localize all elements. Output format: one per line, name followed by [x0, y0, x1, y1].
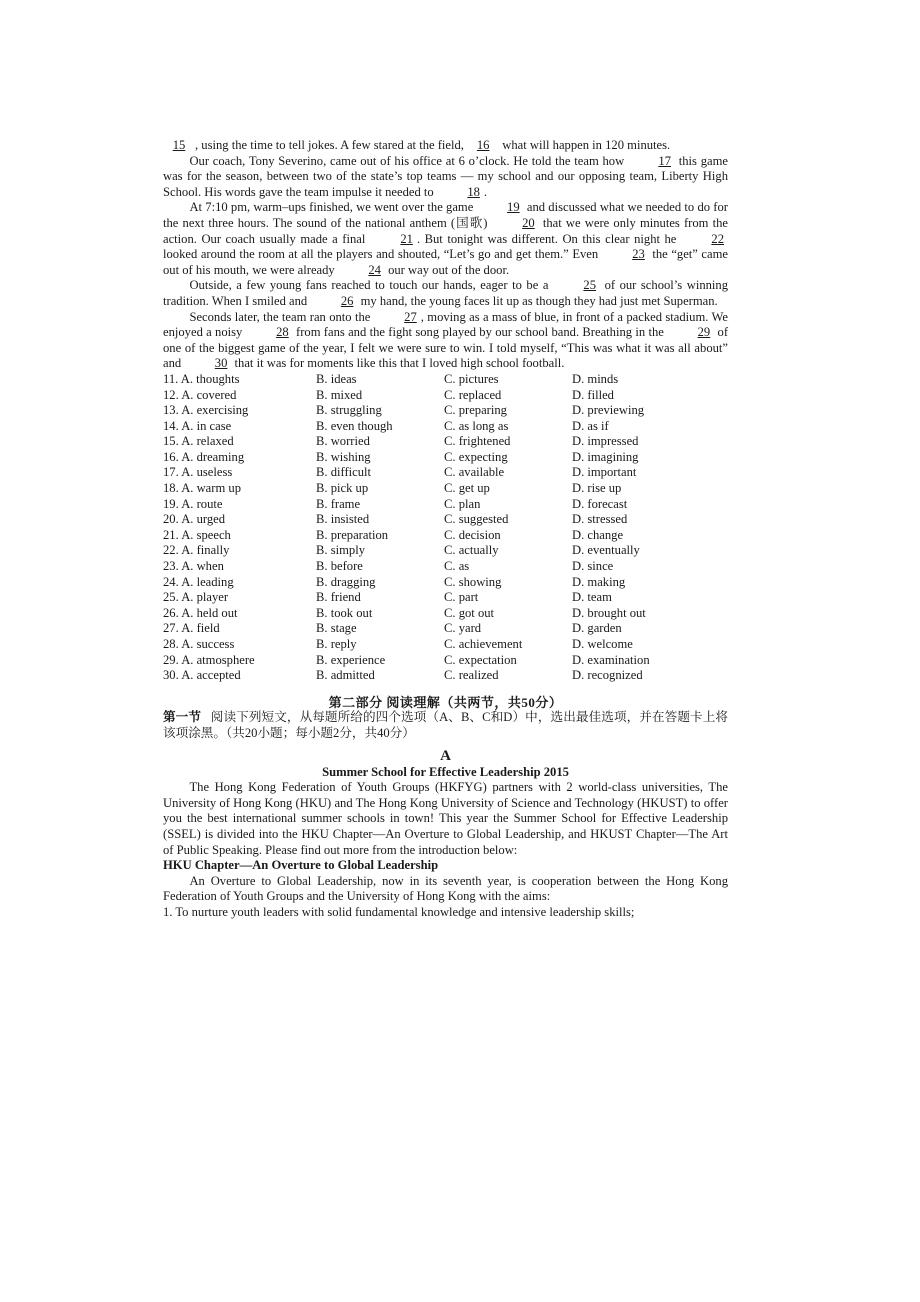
option-cell: B. simply	[316, 543, 365, 558]
text: from fans and the fight song played by our school band. Breathing in the	[296, 325, 664, 340]
option-cell: D. making	[572, 574, 626, 589]
option-cell: 20. A. urged	[163, 512, 226, 527]
option-cell: 13. A. exercising	[163, 403, 249, 418]
option-row	[163, 372, 728, 388]
instructions-text: 阅读下列短文，从每题所给的四个选项（A、B、C和D）中，选出最佳选项，并在答题卡上将该项涂黑。（共20小题；每小题2分，共40分）	[163, 710, 728, 740]
option-cell: B. stage	[316, 621, 357, 636]
option-cell: 17. A. useless	[163, 465, 233, 480]
option-cell: 19. A. route	[163, 496, 223, 511]
option-row	[163, 575, 728, 591]
text: and discussed what we needed to do for the next three hours. The sound of the national anthem (国歌)	[163, 200, 728, 230]
section-label: 第一节	[163, 710, 202, 725]
option-row	[163, 621, 728, 637]
option-cell: D. minds	[572, 371, 619, 386]
text: Seconds later, the team ran onto the	[189, 309, 371, 324]
option-cell: C. pictures	[444, 371, 499, 386]
text: this game was for the season, between two of the state’s top teams — my school and our opposing team, Liberty High School. His words gave the team impulse it needed to	[163, 153, 728, 199]
option-cell: B. even though	[316, 418, 393, 433]
option-cell: B. ideas	[316, 371, 357, 386]
option-cell: D. important	[572, 465, 637, 480]
option-row	[163, 434, 728, 450]
cloze-paragraph-5	[163, 310, 728, 372]
option-cell: C. as long as	[444, 418, 509, 433]
option-cell: B. preparation	[316, 527, 389, 542]
option-row	[163, 419, 728, 435]
text: At 7:10 pm, warm–ups finished, we went over the game	[189, 200, 474, 215]
text: that we were only minutes from the action. Our coach usually made a final	[163, 215, 729, 246]
option-cell: D. previewing	[572, 403, 645, 418]
option-cell: 25. A. player	[163, 590, 229, 605]
cloze-paragraph-2	[163, 154, 728, 201]
option-cell: C. available	[444, 465, 505, 480]
blank-29: 29	[697, 325, 711, 340]
text: Outside, a few young fans reached to touch our hands, eager to be a	[189, 278, 549, 293]
option-cell: C. plan	[444, 496, 481, 511]
option-cell: 18. A. warm up	[163, 481, 242, 496]
option-cell: D. impressed	[572, 434, 639, 449]
text: my hand, the young faces lit up as though they had just met Superman.	[360, 293, 718, 308]
option-row	[163, 559, 728, 575]
option-cell: C. frightened	[444, 434, 511, 449]
option-cell: 28. A. success	[163, 637, 235, 651]
option-row	[163, 668, 728, 684]
option-cell: D. filled	[572, 387, 614, 402]
option-cell: D. garden	[572, 621, 622, 636]
option-cell: B. dragging	[316, 574, 376, 589]
option-cell: C. actually	[444, 543, 499, 558]
option-cell: D. team	[572, 590, 612, 605]
cloze-paragraph-4	[163, 278, 728, 309]
text: the “get” came out of his mouth, we were already	[163, 247, 728, 277]
option-cell: C. part	[444, 590, 479, 605]
option-row	[163, 497, 728, 513]
answer-options-table	[163, 372, 728, 684]
option-cell: 29. A. atmosphere	[163, 652, 255, 667]
option-cell: C. realized	[444, 668, 499, 683]
cloze-paragraph-1	[163, 138, 728, 154]
option-cell: B. pick up	[316, 481, 369, 496]
option-row	[163, 637, 728, 653]
text: what will happen in 120 minutes.	[502, 138, 671, 152]
exam-page	[163, 138, 728, 921]
blank-15: 15	[172, 138, 186, 152]
option-cell: B. reply	[316, 637, 357, 651]
option-cell: C. showing	[444, 574, 502, 589]
option-cell: D. stressed	[572, 512, 628, 527]
option-cell: B. difficult	[316, 465, 372, 480]
text: Our coach, Tony Severino, came out of his office at 6 o’clock. He told the team how	[189, 153, 625, 168]
option-cell: D. rise up	[572, 481, 622, 496]
option-cell: C. yard	[444, 621, 482, 636]
text: of one of the biggest game of the year, I felt we were sure to win. I told myself, “This was what it was all about” and	[163, 325, 729, 371]
blank-26: 26	[340, 293, 354, 308]
text: our way out of the door.	[388, 262, 510, 277]
option-cell: D. forecast	[572, 496, 628, 511]
part-2-title: 第二部分 阅读理解（共两节，共50分）	[328, 694, 563, 710]
blank-22: 22	[711, 231, 724, 246]
option-cell: D. recognized	[572, 668, 643, 683]
blank-23: 23	[632, 247, 645, 262]
text: .	[483, 184, 488, 199]
blank-19: 19	[507, 200, 520, 215]
blank-17: 17	[658, 153, 671, 168]
option-row	[163, 528, 728, 544]
option-cell: D. brought out	[572, 605, 646, 620]
blank-18: 18	[467, 184, 480, 199]
text: of our school’s winning tradition. When I smiled and	[163, 278, 728, 308]
option-cell: D. as if	[572, 418, 609, 433]
option-row	[163, 590, 728, 606]
option-cell: D. since	[572, 559, 614, 574]
blank-27: 27	[404, 309, 417, 324]
option-cell: 26. A. held out	[163, 605, 238, 620]
passage-point-1: 1. To nurture youth leaders with solid fundamental knowledge and intensive leadership skills;	[163, 904, 635, 919]
option-cell: 24. A. leading	[163, 574, 234, 589]
option-cell: 21. A. speech	[163, 527, 231, 542]
option-cell: 15. A. relaxed	[163, 434, 234, 449]
option-row	[163, 653, 728, 669]
blank-25: 25	[583, 278, 597, 293]
option-cell: C. replaced	[444, 387, 502, 402]
option-row	[163, 465, 728, 481]
text: , using the time to tell jokes. A few stared at the field,	[195, 138, 464, 152]
blank-28: 28	[276, 325, 289, 340]
option-cell: C. expecting	[444, 449, 508, 464]
option-row	[163, 606, 728, 622]
passage-letter: A	[440, 747, 451, 764]
option-cell: B. friend	[316, 590, 361, 605]
text: , moving as a mass of blue, in front of a packed stadium. We enjoyed a noisy	[163, 309, 728, 340]
blank-21: 21	[400, 231, 413, 246]
option-cell: 22. A. finally	[163, 543, 230, 558]
option-row	[163, 403, 728, 419]
option-cell: C. preparing	[444, 403, 507, 418]
option-cell: B. insisted	[316, 512, 370, 527]
option-cell: C. get up	[444, 481, 490, 496]
option-cell: C. decision	[444, 527, 501, 542]
option-cell: 30. A. accepted	[163, 668, 241, 683]
option-cell: 11. A. thoughts	[163, 371, 240, 386]
passage-intro: The Hong Kong Federation of Youth Groups (HKFYG) partners with 2 world-class universities, The University of Hong Kong (HKU) and The Hong Kong University of Science and Technology (HKUST) to offer you the best international summer schools in town! This year the Summer School for Effective Leadership (SSEL) is divided into the HKU Chapter—An Overture to Global Leadership, and HKUST Chapter—The Art of Public Speaking. Please find out more from the introduction below:	[163, 780, 728, 857]
option-cell: B. admitted	[316, 668, 375, 683]
option-cell: B. took out	[316, 605, 373, 620]
option-cell: C. as	[444, 559, 470, 574]
passage-title: Summer School for Effective Leadership 2015	[322, 764, 569, 779]
option-cell: C. got out	[444, 605, 495, 620]
blank-24: 24	[368, 262, 381, 277]
option-cell: B. worried	[316, 434, 370, 449]
option-row	[163, 450, 728, 466]
option-row	[163, 481, 728, 497]
option-cell: D. imagining	[572, 449, 639, 464]
option-cell: C. expectation	[444, 652, 517, 667]
option-cell: C. achievement	[444, 637, 523, 651]
option-cell: 12. A. covered	[163, 387, 237, 402]
option-cell: D. eventually	[572, 543, 640, 558]
option-cell: D. change	[572, 527, 624, 542]
option-cell: B. wishing	[316, 449, 371, 464]
blank-30: 30	[214, 356, 228, 371]
text: looked around the room at all the players and shouted, “Let’s go and get them.” Even	[163, 247, 599, 262]
option-cell: 23. A. when	[163, 559, 224, 574]
blank-16: 16	[476, 138, 490, 152]
option-cell: B. before	[316, 559, 363, 574]
option-cell: 16. A. dreaming	[163, 449, 245, 464]
option-cell: B. frame	[316, 496, 361, 511]
option-cell: 27. A. field	[163, 621, 220, 636]
option-row	[163, 512, 728, 528]
option-cell: D. welcome	[572, 637, 633, 651]
section-1-instructions	[163, 710, 728, 741]
passage-body: An Overture to Global Leadership, now in its seventh year, is cooperation between the Hong Kong Federation of Youth Groups and the University of Hong Kong with the aims:	[163, 873, 728, 904]
option-cell: 14. A. in case	[163, 418, 232, 433]
option-cell: B. mixed	[316, 387, 363, 402]
text: that it was for moments like this that I loved high school football.	[234, 356, 565, 371]
option-cell: C. suggested	[444, 512, 509, 527]
option-cell: B. experience	[316, 652, 386, 667]
passage-subhead: HKU Chapter—An Overture to Global Leadership	[163, 858, 439, 873]
option-cell: D. examination	[572, 652, 650, 667]
option-row	[163, 543, 728, 559]
blank-20: 20	[522, 215, 535, 230]
option-row	[163, 388, 728, 404]
text: . But tonight was different. On this clear night he	[416, 231, 677, 246]
option-cell: B. struggling	[316, 403, 382, 418]
cloze-paragraph-3	[163, 200, 728, 278]
